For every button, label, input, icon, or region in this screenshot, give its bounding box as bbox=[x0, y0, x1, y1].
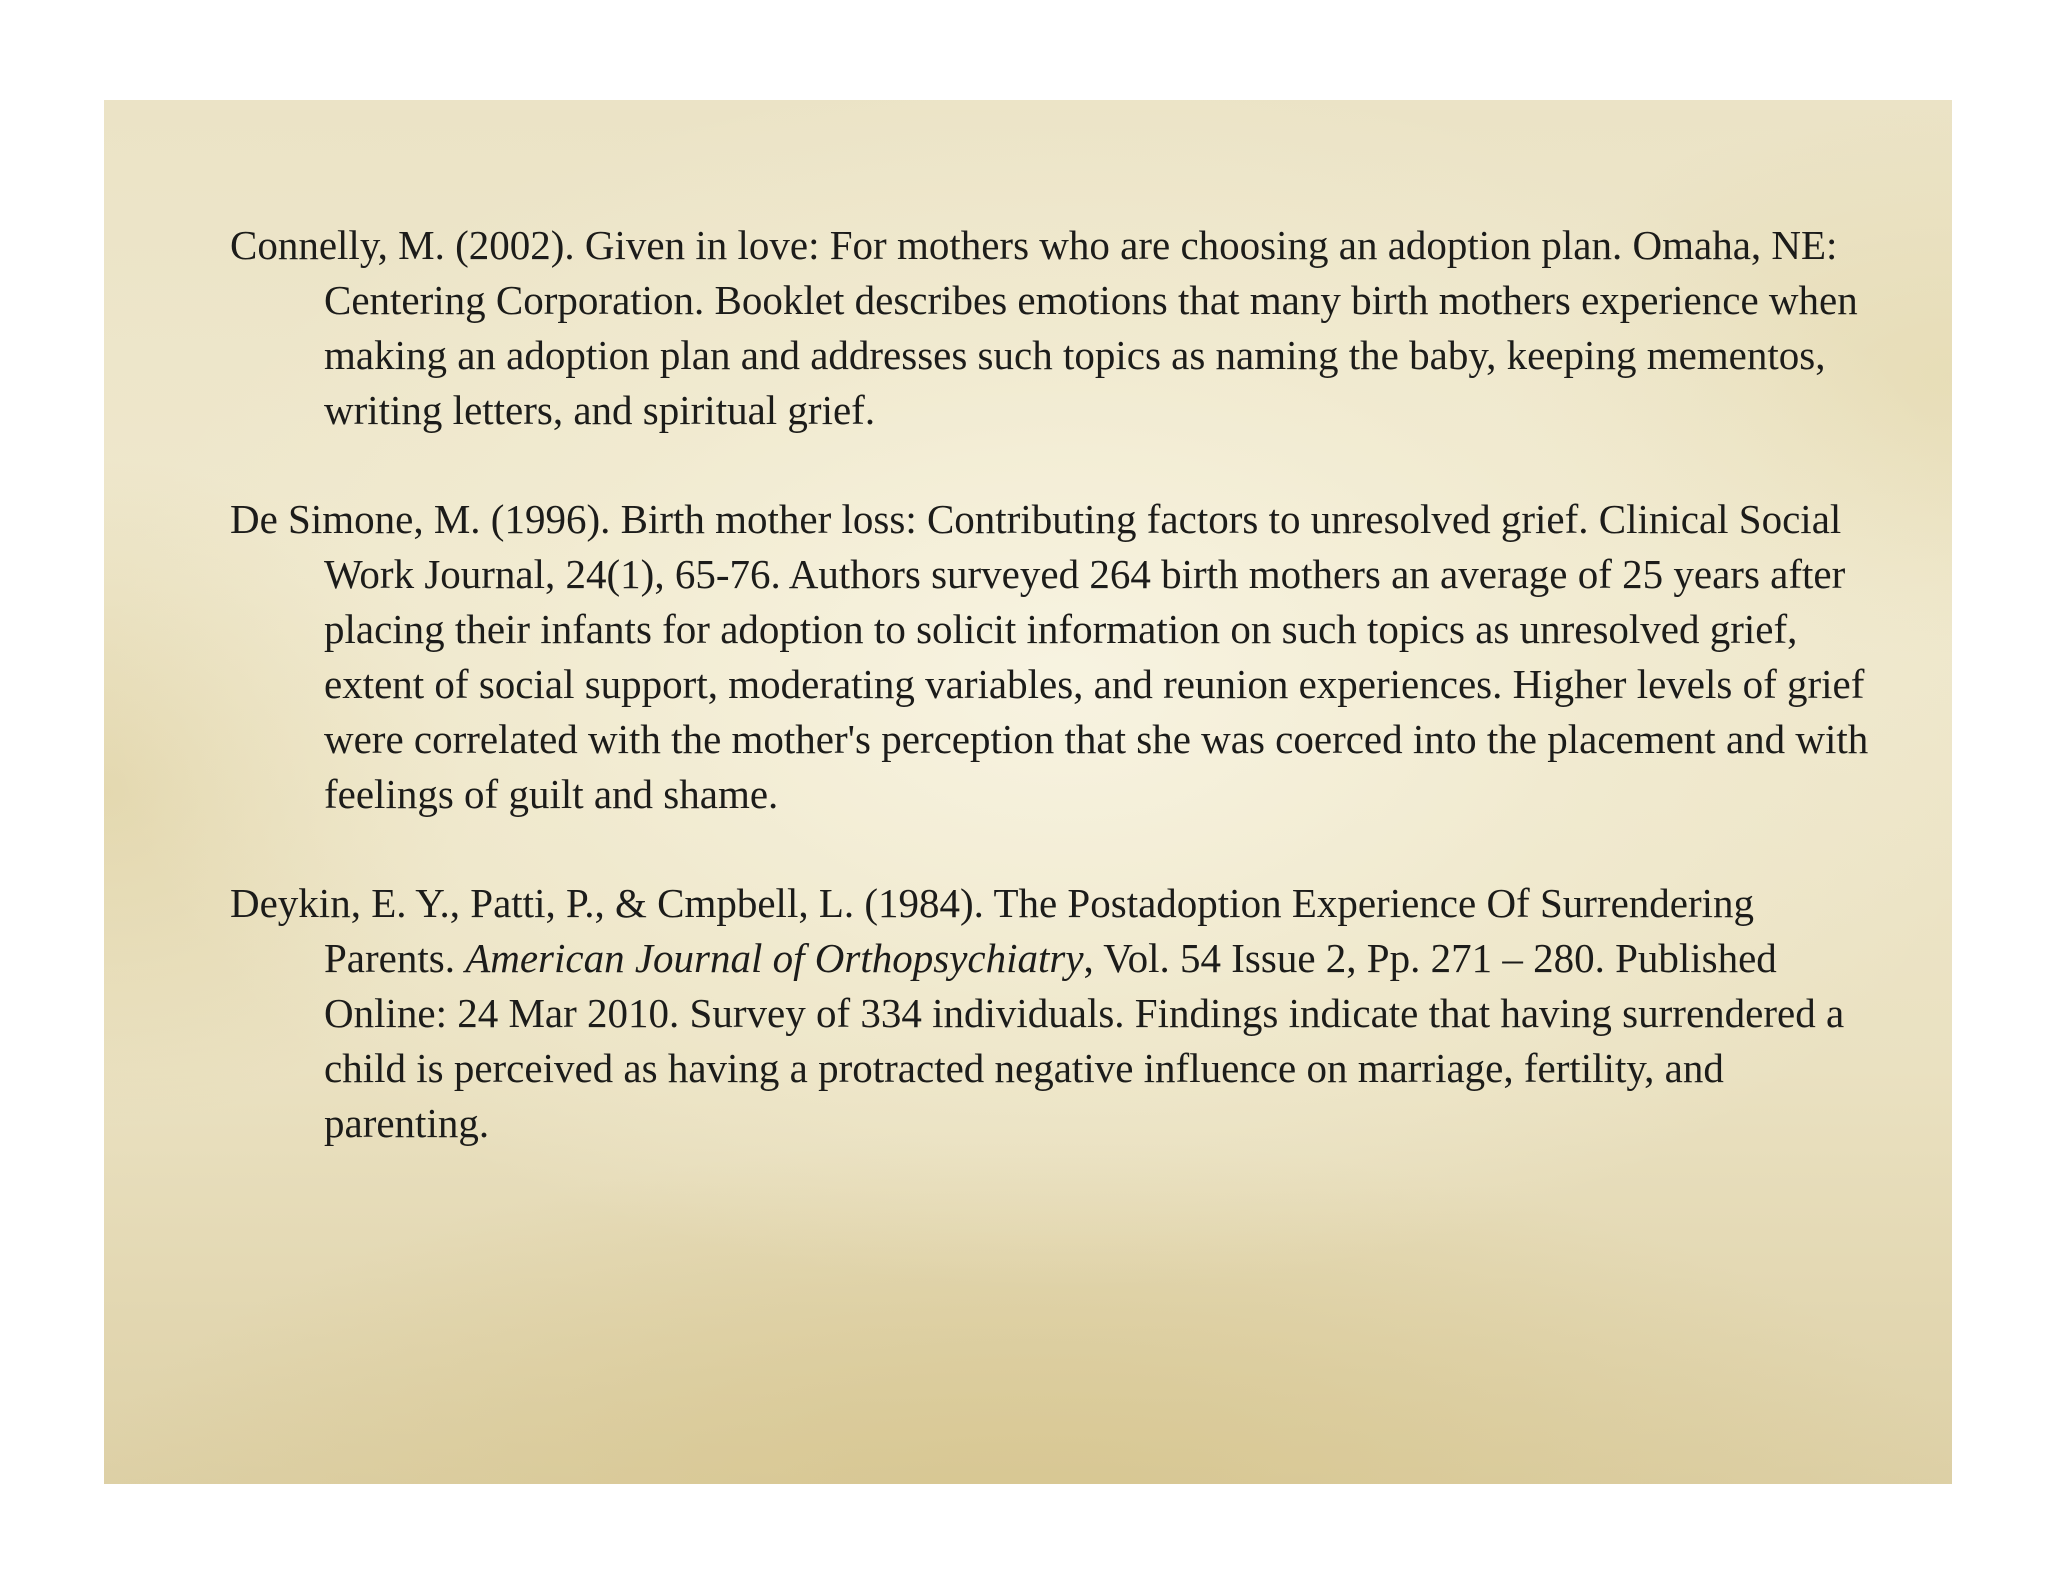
reference-connelly bbox=[230, 218, 1870, 438]
reference-de-simone-text: De Simone, M. (1996). Birth mother loss: Contributing factors to unresolved grief. Clinical Social Work Journal, 24(1), 65-76. Authors surveyed 264 birth mothers an average of 25 years after placing their infants for adoption to solicit information on such topics as unresolved grief, extent of social support, moderating variables, and reunion experiences. Higher levels of grief were correlated with the mother's perception that she was coerced into the placement and with feelings of guilt and shame. bbox=[230, 496, 1869, 817]
reference-de-simone bbox=[230, 492, 1870, 822]
slide-background bbox=[104, 100, 1952, 1484]
reference-connelly-text: Connelly, M. (2002). Given in love: For mothers who are choosing an adoption plan. Omaha, NE: Centering Corporation. Booklet describes emotions that many birth mothers experience when making an adoption plan and addresses such topics as naming the baby, keeping mementos, writing letters, and spiritual grief. bbox=[230, 222, 1858, 433]
reference-deykin-text-before: Deykin, E. Y., Patti, P., & Cmpbell, L. (1984). The Postadoption Experience Of Surrendering Parents. bbox=[230, 880, 1755, 981]
reference-deykin-text-after: , Vol. 54 Issue 2, Pp. 271 – 280. Published Online: 24 Mar 2010. Survey of 334 individuals. Findings indicate that having surrendered a child is perceived as having a protracted negative influence on marriage, fertility, and parenting. bbox=[324, 935, 1845, 1146]
reference-deykin bbox=[230, 876, 1870, 1151]
reference-deykin-journal: American Journal of Orthopsychiatry bbox=[465, 935, 1084, 981]
reference-list bbox=[230, 218, 1870, 1205]
